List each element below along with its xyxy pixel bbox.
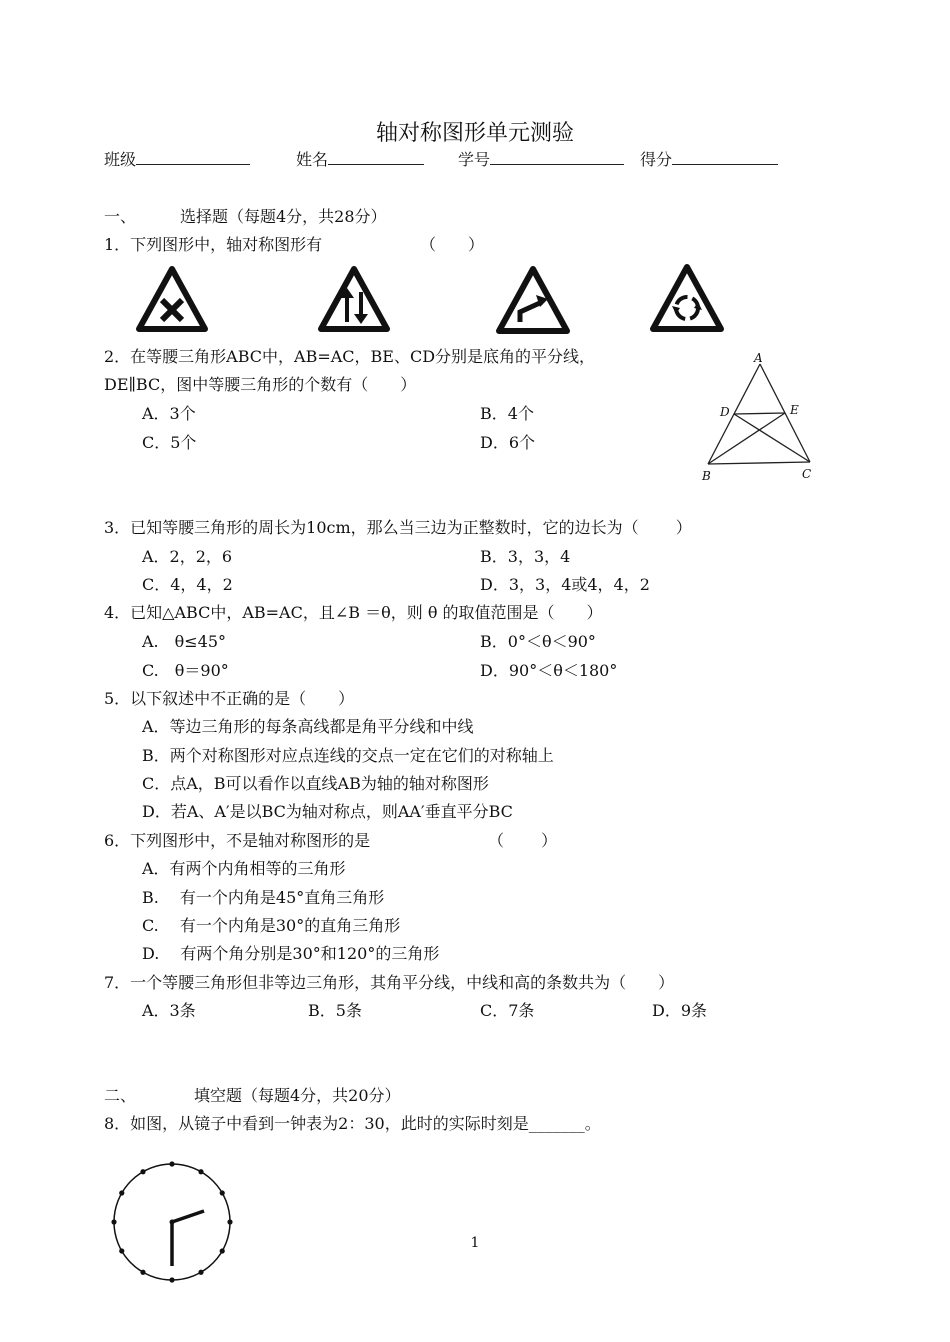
q2-line2: DE∥BC，图中等腰三角形的个数有（ ）	[104, 375, 417, 394]
q3-option-c: C．4，4，2	[142, 575, 233, 594]
q3-option-b: B．3，3，4	[480, 547, 571, 566]
clock-hour-hand	[172, 1211, 204, 1222]
q6-text: 6．下列图形中，不是轴对称图形的是	[104, 831, 371, 850]
clock-center	[170, 1220, 175, 1225]
curve-road-sign-icon	[496, 266, 570, 334]
q8-text: 8．如图，从镜子中看到一钟表为2：30，此时的实际时刻是_______。	[104, 1114, 601, 1133]
section2-title: 填空题（每题4分，共20分）	[194, 1086, 401, 1105]
figure-label-d: D	[720, 405, 730, 419]
figure-label-b: B	[702, 469, 711, 483]
q3-text: 3．已知等腰三角形的周长为10cm，那么当三边为正整数时，它的边长为（ ）	[104, 518, 692, 537]
q2-option-d: D．6个	[480, 433, 536, 452]
q6-option-c: C. 有一个内角是30°的直角三角形	[142, 916, 401, 935]
q6-option-a: A．有两个内角相等的三角形	[142, 859, 346, 878]
q2-option-c: C．5个	[142, 433, 197, 452]
figure-label-a: A	[754, 351, 763, 365]
number-blank	[490, 148, 624, 165]
q5-option-b: B．两个对称图形对应点连线的交点一定在它们的对称轴上	[142, 746, 554, 765]
q1-text: 1．下列图形中，轴对称图形有	[104, 235, 323, 254]
q7-option-d: D．9条	[652, 1001, 708, 1020]
q4-option-b: B．0°＜θ＜90°	[480, 632, 596, 651]
score-blank	[672, 148, 778, 165]
q4-option-c: C. θ＝90°	[142, 661, 229, 680]
page-number: 1	[470, 1235, 480, 1251]
q4-text: 4．已知△ABC中，AB=AC，且∠B ＝θ，则 θ 的取值范围是（ ）	[104, 603, 603, 622]
q7-option-b: B．5条	[308, 1001, 362, 1020]
clock-hour-dot	[169, 1277, 174, 1282]
q6-paren: （ ）	[488, 831, 558, 850]
q2-line1: 2．在等腰三角形ABC中，AB=AC，BE、CD分别是底角的平分线，	[104, 347, 596, 366]
q2-option-a: A．3个	[142, 404, 196, 423]
q6-option-d: D. 有两个角分别是30°和120°的三角形	[142, 944, 440, 963]
q5-text: 5．以下叙述中不正确的是（ ）	[104, 689, 355, 708]
clock-hour-dot	[220, 1190, 225, 1195]
figure-label-e: E	[790, 403, 799, 417]
clock-hour-dot	[111, 1219, 116, 1224]
q7-text: 7．一个等腰三角形但非等边三角形，其角平分线，中线和高的条数共为（ ）	[104, 973, 675, 992]
score-label: 得分	[640, 150, 673, 169]
name-label: 姓名	[296, 150, 329, 169]
number-field	[458, 148, 624, 171]
figure-label-c: C	[802, 467, 812, 481]
clock-hour-dot	[119, 1190, 124, 1195]
number-label: 学号	[458, 150, 491, 169]
q2-option-b: B．4个	[480, 404, 534, 423]
class-label: 班级	[104, 150, 137, 169]
section1-title: 选择题（每题4分，共28分）	[180, 207, 387, 226]
isosceles-triangle-figure	[698, 350, 818, 484]
q5-option-c: C．点A，B可以看作以直线AB为轴的轴对称图形	[142, 774, 489, 793]
clock-hour-dot	[169, 1161, 174, 1166]
clock-hour-dot	[198, 1169, 203, 1174]
page-title: 轴对称图形单元测验	[375, 121, 574, 146]
q4-option-d: D．90°＜θ＜180°	[480, 661, 618, 680]
q7-option-a: A．3条	[142, 1001, 196, 1020]
mirror-clock-icon	[108, 1158, 236, 1286]
q5-option-d: D．若A、A′是以BC为轴对称点，则AA′垂直平分BC	[142, 802, 513, 821]
q5-option-a: A．等边三角形的每条高线都是角平分线和中线	[142, 717, 474, 736]
class-field	[104, 148, 250, 171]
q7-option-c: C．7条	[480, 1001, 535, 1020]
class-blank	[136, 148, 250, 165]
roundabout-sign-icon	[650, 264, 724, 332]
crossroad-warning-sign-icon	[136, 266, 208, 332]
q4-option-a: A. θ≤45°	[142, 632, 227, 651]
clock-hour-dot	[198, 1270, 203, 1275]
clock-hour-dot	[140, 1169, 145, 1174]
name-blank	[328, 148, 424, 165]
q1-paren: （ ）	[420, 235, 485, 254]
name-field	[296, 148, 424, 171]
two-way-traffic-sign-icon	[318, 266, 390, 332]
clock-hour-dot	[227, 1219, 232, 1224]
clock-hour-dot	[140, 1270, 145, 1275]
section2-number: 二、	[104, 1086, 137, 1105]
section1-number: 一、	[104, 207, 137, 226]
q3-option-a: A．2，2，6	[142, 547, 233, 566]
q3-option-d: D．3，3，4或4，4，2	[480, 575, 650, 594]
q6-option-b: B. 有一个内角是45°直角三角形	[142, 888, 385, 907]
score-field	[640, 148, 778, 171]
